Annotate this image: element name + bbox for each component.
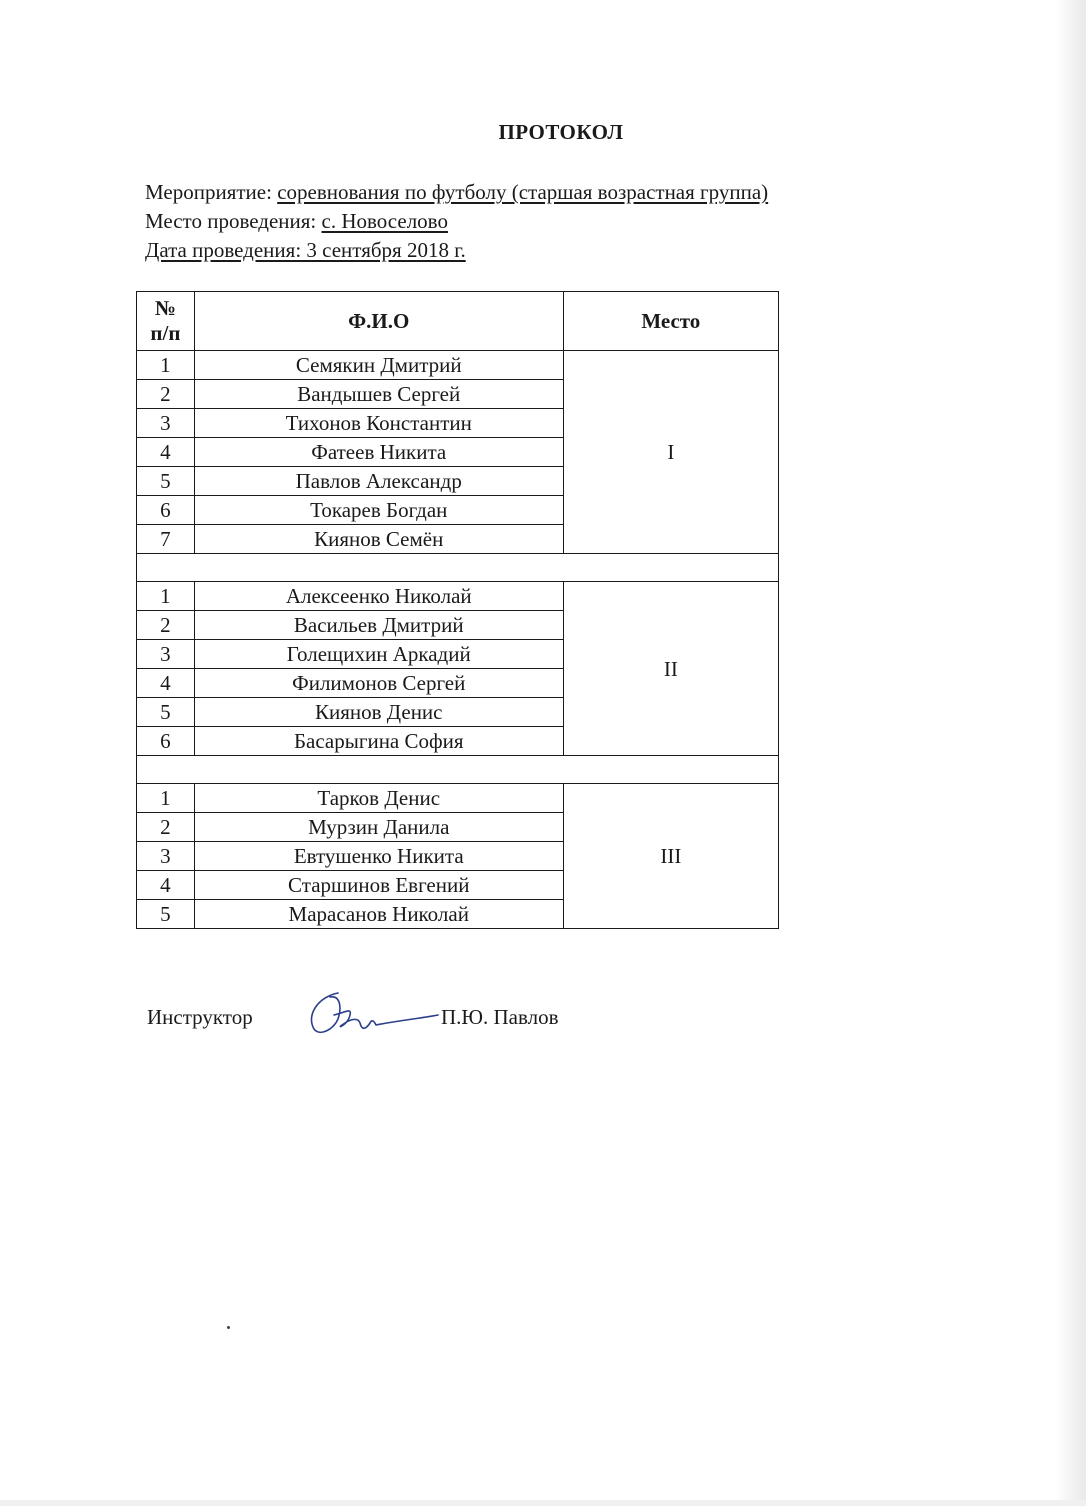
place-cell: I [563, 351, 778, 554]
row-number: 1 [137, 784, 195, 813]
table-row [137, 582, 779, 611]
header-place: Место [563, 292, 778, 351]
speck-mark [227, 1326, 230, 1329]
date-text: Дата проведения: 3 сентября 2018 г. [145, 238, 466, 262]
participant-name: Семякин Дмитрий [194, 351, 563, 380]
place-cell: II [563, 582, 778, 756]
table-row [137, 784, 779, 813]
participant-name: Тарков Денис [194, 784, 563, 813]
row-number: 3 [137, 842, 195, 871]
place-cell: III [563, 784, 778, 929]
header-name: Ф.И.О [194, 292, 563, 351]
paper-edge-shadow [1056, 0, 1086, 1506]
row-number: 7 [137, 525, 195, 554]
participant-name: Басарыгина София [194, 727, 563, 756]
handwritten-signature [300, 985, 440, 1045]
group-separator-row [137, 756, 779, 784]
event-label: Мероприятие: [145, 180, 278, 204]
row-number: 3 [137, 640, 195, 669]
group-separator-row [137, 554, 779, 582]
participant-name: Вандышев Сергей [194, 380, 563, 409]
table-header-row [137, 292, 779, 351]
participant-name: Мурзин Данила [194, 813, 563, 842]
table-body [137, 351, 779, 929]
venue-value: с. Новоселово [321, 209, 448, 233]
row-number: 4 [137, 669, 195, 698]
event-value: соревнования по футболу (старшая возрастная группа) [277, 180, 769, 204]
date-line [145, 236, 768, 265]
participant-name: Киянов Семён [194, 525, 563, 554]
row-number: 3 [137, 409, 195, 438]
row-number: 4 [137, 438, 195, 467]
row-number: 5 [137, 900, 195, 929]
participant-name: Евтушенко Никита [194, 842, 563, 871]
header-num: № п/п [137, 292, 195, 351]
row-number: 5 [137, 698, 195, 727]
row-number: 2 [137, 380, 195, 409]
separator-cell [137, 756, 779, 784]
row-number: 4 [137, 871, 195, 900]
row-number: 6 [137, 496, 195, 525]
signoff-role: Инструктор [147, 1005, 253, 1029]
document-title: ПРОТОКОЛ [498, 120, 624, 144]
table-row [137, 351, 779, 380]
row-number: 5 [137, 467, 195, 496]
row-number: 2 [137, 813, 195, 842]
participant-name: Васильев Дмитрий [194, 611, 563, 640]
event-info [145, 178, 768, 265]
row-number: 6 [137, 727, 195, 756]
venue-line [145, 207, 768, 236]
participant-name: Токарев Богдан [194, 496, 563, 525]
participant-name: Алексеенко Николай [194, 582, 563, 611]
participant-name: Фатеев Никита [194, 438, 563, 467]
participant-name: Киянов Денис [194, 698, 563, 727]
participant-name: Филимонов Сергей [194, 669, 563, 698]
results-table [136, 291, 779, 929]
participant-name: Павлов Александр [194, 467, 563, 496]
separator-cell [137, 554, 779, 582]
row-number: 1 [137, 351, 195, 380]
signoff-name: П.Ю. Павлов [441, 1005, 559, 1029]
venue-label: Место проведения: [145, 209, 322, 233]
participant-name: Марасанов Николай [194, 900, 563, 929]
participant-name: Голещихин Аркадий [194, 640, 563, 669]
row-number: 1 [137, 582, 195, 611]
participant-name: Тихонов Константин [194, 409, 563, 438]
event-line [145, 178, 768, 207]
participant-name: Старшинов Евгений [194, 871, 563, 900]
row-number: 2 [137, 611, 195, 640]
paper-bottom-edge [0, 1500, 1086, 1506]
